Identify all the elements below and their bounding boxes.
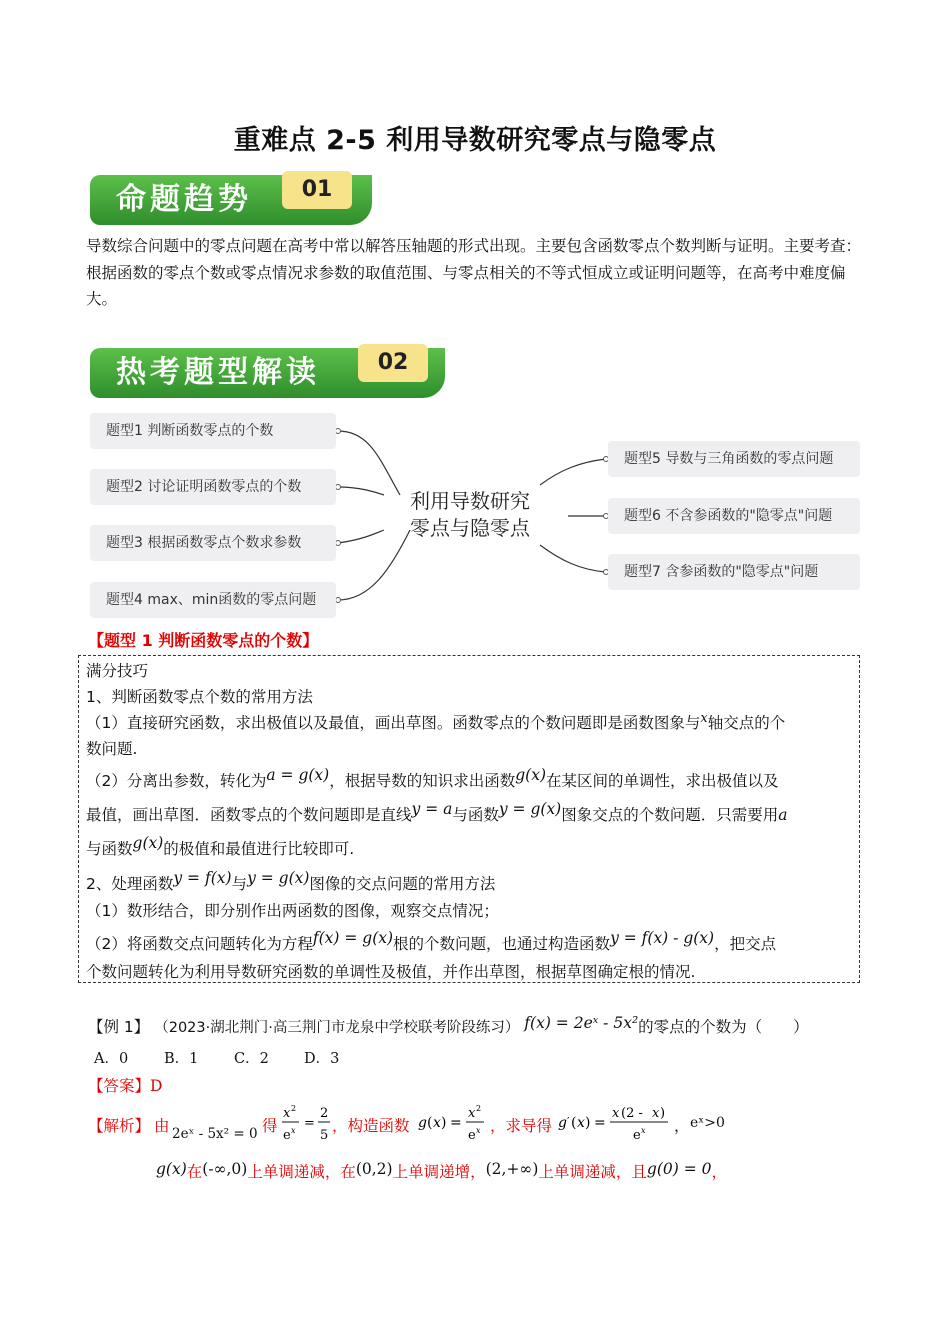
example-source: （2023·湖北荆门·高三荆门市龙泉中学校联考阶段练习） bbox=[154, 1020, 520, 1036]
math-eq: y = f(x) - g(x) bbox=[610, 929, 715, 947]
math-eq: g(x) bbox=[156, 1160, 187, 1178]
text: 在某区间的单调性，求出极值以及 bbox=[546, 772, 779, 790]
tips-approach-2-line1 bbox=[86, 929, 777, 954]
section-banner-label: 命题趋势 bbox=[90, 175, 372, 225]
text: ，求导得 bbox=[490, 1117, 553, 1135]
example-question-text: 的零点的个数为（ ） bbox=[638, 1018, 809, 1036]
tips-heading-2 bbox=[86, 869, 496, 894]
svg-text:(2 -: (2 - bbox=[621, 1106, 643, 1121]
math-eq: 2eˣ - 5x² = 0 bbox=[172, 1126, 258, 1142]
svg-text:5: 5 bbox=[320, 1128, 329, 1143]
fraction-x2-over-ex-equals-2-over-5 bbox=[280, 1103, 340, 1147]
text: 上单调递减，且 bbox=[538, 1163, 647, 1181]
section-banner-trend bbox=[90, 175, 375, 227]
text: 上单调递减，在 bbox=[247, 1163, 356, 1181]
text: ，构造函数 bbox=[332, 1117, 410, 1135]
svg-text:x: x bbox=[433, 1115, 441, 1131]
section-banner-number: 01 bbox=[282, 171, 352, 209]
svg-text:′: ′ bbox=[567, 1115, 570, 1128]
svg-text:2: 2 bbox=[476, 1104, 482, 1113]
svg-text:=: = bbox=[450, 1115, 462, 1131]
example-1-question bbox=[88, 1015, 809, 1037]
math-eq: g(0) = 0 bbox=[646, 1160, 712, 1178]
tips-approach-1: （1）数形结合，即分别作出两函数的图像，观察交点情况； bbox=[86, 902, 499, 920]
svg-text:2: 2 bbox=[320, 1106, 329, 1121]
text: （2）将函数交点问题转化为方程 bbox=[86, 935, 313, 953]
math-interval: (2,+∞) bbox=[485, 1160, 539, 1178]
svg-text:x: x bbox=[641, 1126, 646, 1135]
example-1-analysis-line1 bbox=[88, 1103, 868, 1149]
text: 与函数 bbox=[452, 806, 499, 824]
mindmap-center-topic bbox=[390, 488, 550, 542]
section-banner-number: 02 bbox=[358, 344, 428, 382]
answer-value: D bbox=[150, 1077, 163, 1095]
mindmap-item-type1: 题型1 判断函数零点的个数 bbox=[90, 413, 336, 449]
math-eq: y = f(x) bbox=[173, 869, 232, 887]
tips-method-1-line2: 数问题. bbox=[86, 740, 138, 758]
math-interval: (-∞,0) bbox=[202, 1160, 248, 1178]
text: 与 bbox=[231, 875, 248, 893]
mindmap-center-line2: 零点与隐零点 bbox=[410, 516, 530, 540]
intro-paragraph: 导数综合问题中的零点问题在高考中常以解答压轴题的形式出现。主要包含函数零点个数判断与证明。主要考查：根据函数的零点个数或零点情况求参数的取值范围、与零点相关的不等式恒成立或证明问题等，在高考中难度偏大。 bbox=[86, 237, 862, 308]
section-banner-hot-types bbox=[90, 348, 450, 400]
text: ， bbox=[711, 1163, 728, 1181]
example-1-analysis-line2 bbox=[156, 1160, 727, 1182]
text: 最值，画出草图．函数零点的个数问题即是直线 bbox=[86, 806, 412, 824]
example-label: 【例 1】 bbox=[88, 1018, 150, 1036]
math-eq: y = a bbox=[411, 800, 453, 818]
svg-text:e: e bbox=[468, 1128, 476, 1143]
analysis-label: 【解析】 bbox=[88, 1117, 151, 1135]
option-a: A．0 bbox=[94, 1051, 129, 1067]
svg-text:): ) bbox=[441, 1115, 447, 1131]
text: 得 bbox=[262, 1117, 278, 1135]
math-eq: y = g(x) bbox=[247, 869, 310, 887]
math-eq: f(x) = g(x) bbox=[312, 929, 394, 947]
formula-g-of-x bbox=[418, 1103, 498, 1147]
math-var: a bbox=[778, 806, 788, 824]
svg-text:=: = bbox=[594, 1115, 606, 1131]
example-1-options bbox=[94, 1047, 339, 1068]
svg-text:x: x bbox=[468, 1106, 476, 1121]
text: 上单调递增， bbox=[392, 1163, 486, 1181]
svg-text:e: e bbox=[633, 1128, 641, 1143]
svg-text:x: x bbox=[283, 1106, 291, 1121]
text: 在 bbox=[186, 1163, 203, 1181]
tips-method-2-line3 bbox=[86, 834, 355, 859]
text: 与函数 bbox=[86, 840, 133, 858]
math-eq: y = g(x) bbox=[498, 800, 562, 818]
math-eq: g(x) bbox=[515, 766, 546, 784]
math-eq: g(x) bbox=[132, 834, 164, 852]
svg-text:x: x bbox=[476, 1126, 481, 1135]
text: 图像的交点问题的常用方法 bbox=[309, 875, 496, 893]
tips-title: 满分技巧 bbox=[86, 662, 149, 680]
text: ，把交点 bbox=[714, 935, 777, 953]
answer-label: 【答案】 bbox=[88, 1077, 151, 1095]
option-b: B．1 bbox=[164, 1051, 199, 1067]
text: 2、处理函数 bbox=[86, 875, 174, 893]
svg-text:e: e bbox=[283, 1128, 291, 1143]
text: 图象交点的个数问题．只需要用 bbox=[561, 806, 779, 824]
text: ，根据导数的知识求出函数 bbox=[329, 772, 516, 790]
mindmap-item-type4: 题型4 max、min函数的零点问题 bbox=[90, 582, 336, 618]
svg-text:): ) bbox=[585, 1115, 591, 1131]
page-title: 重难点 2-5 利用导数研究零点与隐零点 bbox=[233, 125, 717, 156]
svg-text:x: x bbox=[652, 1106, 660, 1121]
svg-text:x: x bbox=[291, 1126, 296, 1135]
mindmap-item-type5: 题型5 导数与三角函数的零点问题 bbox=[608, 441, 860, 477]
math-interval: (0,2) bbox=[355, 1160, 393, 1178]
option-d: D．3 bbox=[304, 1051, 340, 1067]
text: （2）分离出参数，转化为 bbox=[86, 772, 267, 790]
example-1-answer bbox=[88, 1074, 162, 1096]
svg-text:x: x bbox=[577, 1115, 585, 1131]
svg-text:(: ( bbox=[571, 1115, 577, 1131]
svg-text:g: g bbox=[558, 1115, 567, 1131]
math-eq: a = g(x) bbox=[266, 766, 330, 784]
tips-heading-1: 1、判断函数零点个数的常用方法 bbox=[86, 688, 313, 706]
tips-method-2-line1 bbox=[86, 766, 779, 791]
tips-method-1-line1 bbox=[86, 711, 785, 733]
svg-text:g: g bbox=[418, 1115, 427, 1131]
math-eq: eˣ>0 bbox=[690, 1115, 725, 1131]
option-c: C．2 bbox=[234, 1051, 269, 1067]
mindmap-item-type7: 题型7 含参函数的"隐零点"问题 bbox=[608, 554, 860, 590]
svg-text:2: 2 bbox=[291, 1104, 297, 1113]
example-function: f(x) = 2eˣ - 5x² bbox=[524, 1014, 639, 1032]
svg-text:=: = bbox=[304, 1116, 315, 1131]
tips-method-2-line2 bbox=[86, 800, 788, 825]
svg-text:): ) bbox=[660, 1106, 666, 1121]
text: （1）直接研究函数，求出极值以及最值，画出草图。函数零点的个数问题即是函数图象与 bbox=[86, 714, 701, 732]
formula-g-prime-of-x bbox=[558, 1103, 686, 1147]
math-var: x bbox=[700, 711, 708, 726]
text: 轴交点的个 bbox=[707, 714, 786, 732]
svg-text:(: ( bbox=[427, 1115, 433, 1131]
type1-heading: 【题型 1 判断函数零点的个数】 bbox=[88, 631, 319, 650]
svg-text:x: x bbox=[612, 1106, 620, 1121]
section-banner-label: 热考题型解读 bbox=[90, 348, 445, 398]
text: 根的个数问题，也通过构造函数 bbox=[393, 935, 611, 953]
text: 由 bbox=[154, 1117, 170, 1135]
text: 的极值和最值进行比较即可. bbox=[163, 840, 355, 858]
tips-approach-2-line2: 个数问题转化为利用导数研究函数的单调性及极值，并作出草图，根据草图确定根的情况. bbox=[86, 963, 696, 981]
text: ， bbox=[674, 1117, 690, 1135]
mindmap-center-line1: 利用导数研究 bbox=[410, 489, 530, 513]
mindmap-item-type2: 题型2 讨论证明函数零点的个数 bbox=[90, 469, 336, 505]
mindmap-item-type3: 题型3 根据函数零点个数求参数 bbox=[90, 525, 336, 561]
mindmap-item-type6: 题型6 不含参函数的"隐零点"问题 bbox=[608, 498, 860, 534]
